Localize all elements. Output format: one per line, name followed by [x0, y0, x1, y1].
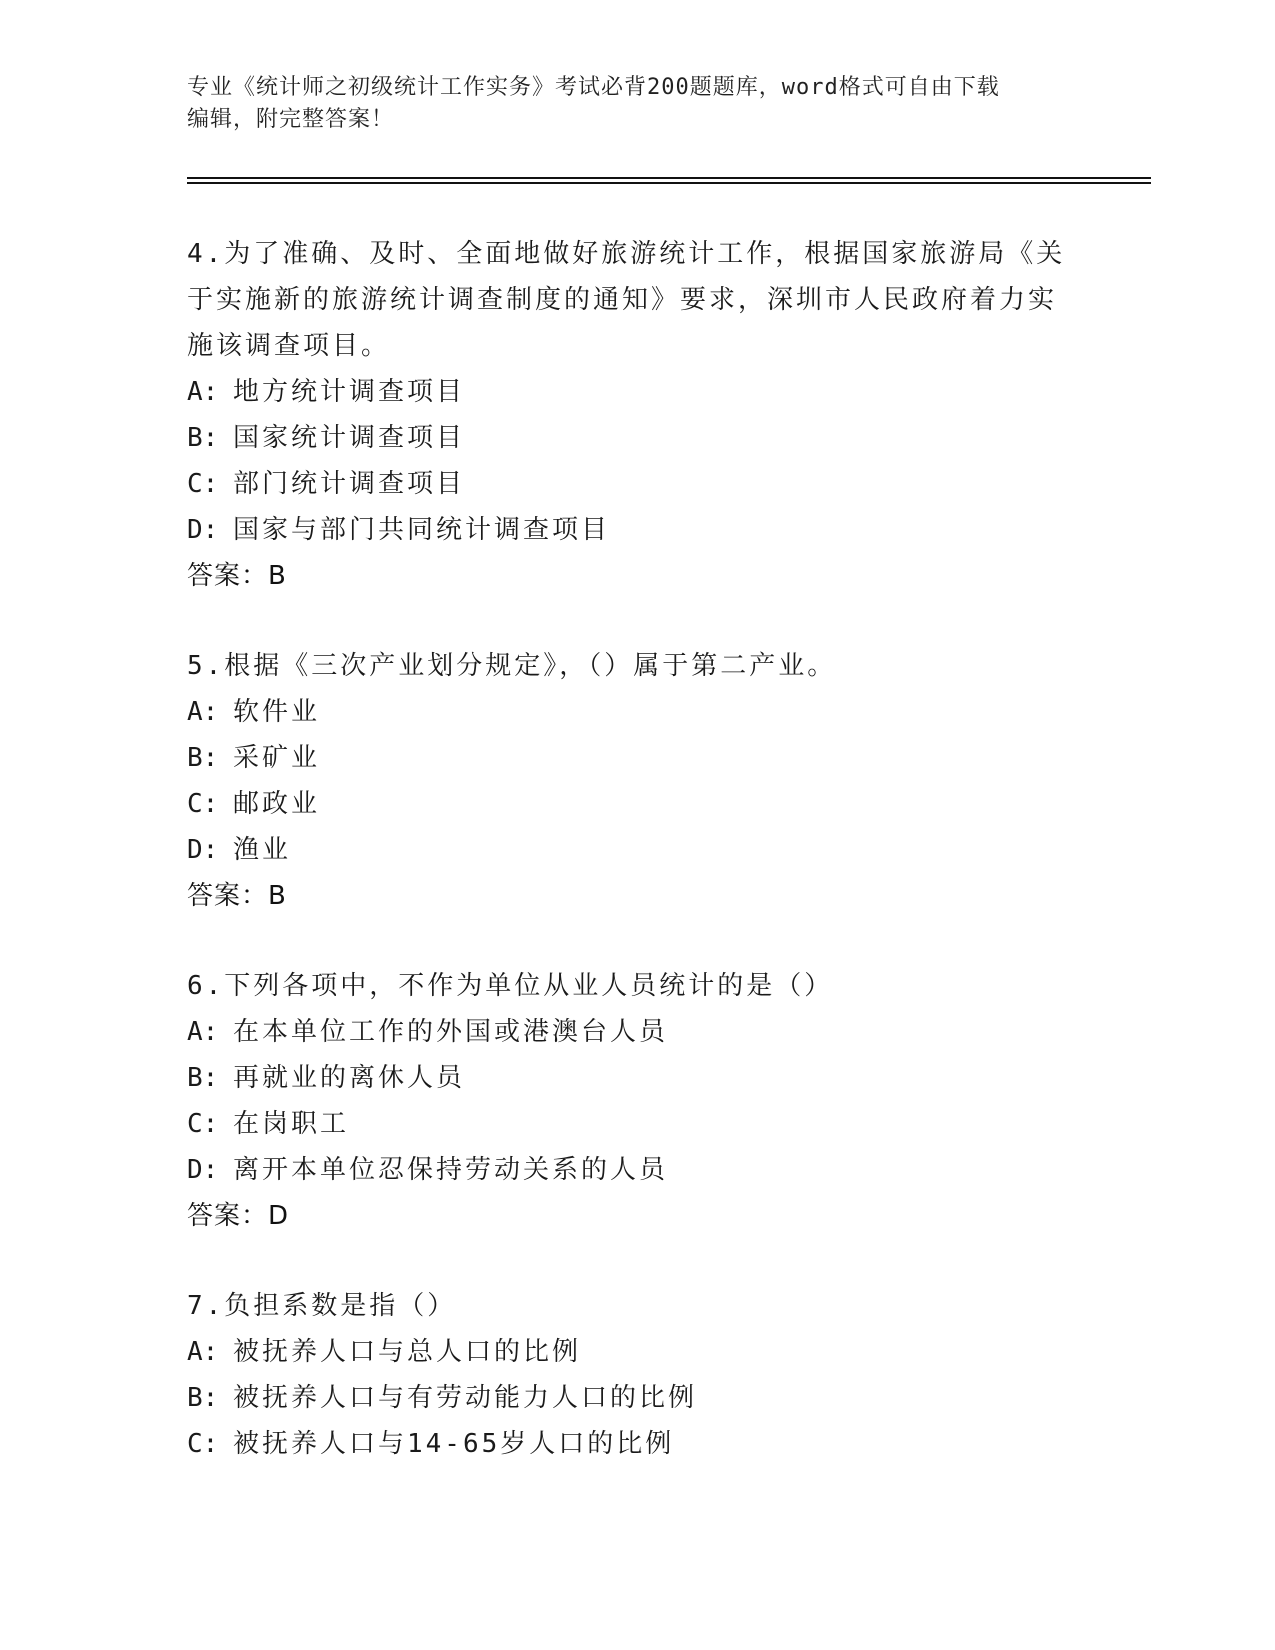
answer-text: 答案：B — [187, 561, 287, 591]
question-7 — [187, 1283, 1067, 1467]
question-4 — [187, 231, 1067, 599]
question-text: 6.下列各项中，不作为单位从业人员统计的是（） — [187, 971, 834, 1001]
option-text: 地方统计调查项目 — [233, 377, 466, 407]
option-key: A: — [187, 377, 219, 407]
option-key: A: — [187, 1017, 219, 1047]
option-text: 再就业的离休人员 — [233, 1063, 466, 1093]
header-line-2: 编辑，附完整答案！ — [187, 107, 395, 132]
option-d — [187, 827, 1067, 873]
option-text: 邮政业 — [233, 789, 321, 819]
option-b — [187, 1055, 1067, 1101]
option-b — [187, 735, 1067, 781]
header-divider-bottom — [187, 182, 1151, 184]
document-header — [187, 72, 1087, 136]
option-key: C: — [187, 1109, 219, 1139]
option-text: 部门统计调查项目 — [233, 469, 466, 499]
option-c — [187, 781, 1067, 827]
option-text: 离开本单位忍保持劳动关系的人员 — [233, 1155, 669, 1185]
header-line-1: 专业《统计师之初级统计工作实务》考试必背200题题库，word格式可自由下载 — [187, 75, 1000, 100]
answer-text: 答案：B — [187, 881, 287, 911]
option-key: C: — [187, 1429, 219, 1459]
option-d — [187, 1147, 1067, 1193]
option-text: 国家统计调查项目 — [233, 423, 466, 453]
header-divider-top — [187, 177, 1151, 179]
question-text: 5.根据《三次产业划分规定》，（）属于第二产业。 — [187, 651, 837, 681]
option-a — [187, 1329, 1067, 1375]
option-text: 国家与部门共同统计调查项目 — [233, 515, 611, 545]
option-text: 被抚养人口与有劳动能力人口的比例 — [233, 1383, 698, 1413]
option-text: 在岗职工 — [233, 1109, 350, 1139]
option-key: C: — [187, 469, 219, 499]
option-key: D: — [187, 515, 219, 545]
option-key: C: — [187, 789, 219, 819]
option-key: B: — [187, 743, 219, 773]
question-text: 7.负担系数是指（） — [187, 1291, 457, 1321]
option-key: A: — [187, 697, 219, 727]
option-key: B: — [187, 1383, 219, 1413]
question-text: 4.为了准确、及时、全面地做好旅游统计工作，根据国家旅游局《关于实施新的旅游统计调查制度的通知》要求，深圳市人民政府着力实施该调查项目。 — [187, 239, 1066, 361]
option-c — [187, 461, 1067, 507]
option-d — [187, 507, 1067, 553]
option-key: B: — [187, 1063, 219, 1093]
option-c — [187, 1421, 1067, 1467]
option-b — [187, 415, 1067, 461]
question-list — [187, 231, 1067, 1511]
option-a — [187, 1009, 1067, 1055]
option-a — [187, 369, 1067, 415]
option-c — [187, 1101, 1067, 1147]
option-text: 在本单位工作的外国或港澳台人员 — [233, 1017, 669, 1047]
option-text: 被抚养人口与14-65岁人口的比例 — [233, 1429, 675, 1459]
option-text: 被抚养人口与总人口的比例 — [233, 1337, 582, 1367]
option-a — [187, 689, 1067, 735]
question-5 — [187, 643, 1067, 919]
option-text: 采矿业 — [233, 743, 321, 773]
option-text: 软件业 — [233, 697, 321, 727]
answer-text: 答案：D — [187, 1201, 290, 1231]
option-b — [187, 1375, 1067, 1421]
option-key: D: — [187, 835, 219, 865]
option-key: B: — [187, 423, 219, 453]
question-6 — [187, 963, 1067, 1239]
option-key: D: — [187, 1155, 219, 1185]
option-key: A: — [187, 1337, 219, 1367]
option-text: 渔业 — [233, 835, 292, 865]
